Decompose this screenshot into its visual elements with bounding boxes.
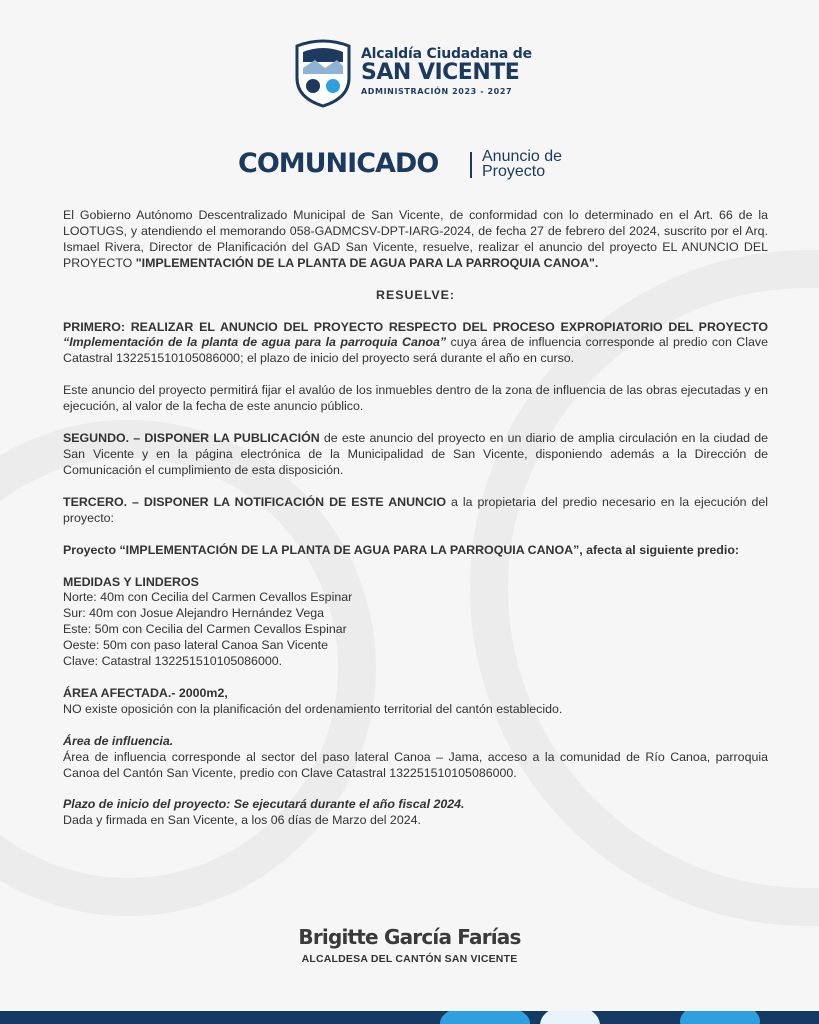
plazo-heading: Plazo de inicio del proyecto: Se ejecutará durante el año fiscal 2024. <box>63 797 465 812</box>
footer-band <box>0 1011 819 1024</box>
clave-catastral: Clave: Catastral 132251510105086000. <box>63 654 283 669</box>
influencia-heading: Área de influencia. <box>63 733 174 748</box>
proyecto-paragraph: Proyecto “IMPLEMENTACIÓN DE LA PLANTA DE AGUA PARA LA PARROQUIA CANOA”, afecta al siguiente predio: <box>63 542 740 557</box>
footer-wave <box>540 1011 600 1024</box>
subtitle-line1: Anuncio de <box>482 148 563 165</box>
avaluo-paragraph: Este anuncio del proyecto permitirá fijar el avalúo de los inmuebles dentro de la zona de influencia de las obras ejecutadas y en ejecución, al valor de la fecha de este anuncio público. <box>63 383 768 414</box>
segundo-paragraph: SEGUNDO. – DISPONER LA PUBLICACIÓN de este anuncio del proyecto en un diario de amplia circulación en la ciudad de San Vicente y en la página electrónica de la Municipalidad de San Vicente, disponiendo además a la Dirección de Comunicación el cumplimiento de esta disposición. <box>63 431 768 477</box>
org-administration: ADMINISTRACIÓN 2023 - 2027 <box>361 87 513 96</box>
signature-block <box>0 925 819 965</box>
title-divider <box>470 152 472 178</box>
page-subtitle <box>482 149 562 179</box>
municipal-logo <box>293 38 533 110</box>
footer-wave <box>440 1011 530 1024</box>
dada-firmada: Dada y firmada en San Vicente, a los 06 días de Marzo del 2024. <box>63 813 421 828</box>
area-text: NO existe oposición con la planificación del ordenamiento territorial del cantón establecido. <box>63 701 563 716</box>
lindero-oeste: Oeste: 50m con paso lateral Canoa San Vicente <box>63 638 328 653</box>
lindero-este: Este: 50m con Cecilia del Carmen Cevallos Espinar <box>63 622 347 637</box>
tercero-paragraph: TERCERO. – DISPONER LA NOTIFICACIÓN DE ESTE ANUNCIO a la propietaria del predio necesario en la ejecución del proyecto: <box>63 494 769 525</box>
influencia-text: Área de influencia corresponde al sector del paso lateral Canoa – Jama, acceso a la comunidad de Río Canoa, parroquia Canoa del Cantón San Vicente, predio con Clave Catastral 132251510105086000. <box>63 749 768 780</box>
intro-paragraph: El Gobierno Autónomo Descentralizado Municipal de San Vicente, de conformidad con lo determinado en el Art. 66 de la LOOTUGS, y atendiendo el memorando 058-GADMCSV-DPT-IARG-2024, de fecha 27 de febrero del 2024, suscrito por el Arq. Ismael Rivera, Director de Planificación del GAD San Vicente, resuelve, realizar el anuncio del proyecto EL ANUNCIO DEL PROYECTO "IMPLEMENTACIÓN DE LA PLANTA DE AGUA PARA LA PARROQUIA CANOA". <box>63 208 768 270</box>
org-name-line2: SAN VICENTE <box>361 60 520 85</box>
footer-wave <box>680 1011 760 1024</box>
coat-of-arms-icon <box>293 38 353 108</box>
document-body <box>63 208 768 829</box>
area-heading: ÁREA AFECTADA.- 2000m2, <box>63 685 228 700</box>
lindero-sur: Sur: 40m con Josue Alejandro Hernández Vega <box>63 606 325 621</box>
signatory-name: Brigitte García Farías <box>298 925 521 949</box>
resuelve-heading: RESUELVE: <box>376 287 455 302</box>
medidas-heading: MEDIDAS Y LINDEROS <box>63 574 199 589</box>
subtitle-line2: Proyecto <box>482 163 546 180</box>
page-title: COMUNICADO <box>238 148 439 179</box>
signatory-role: ALCALDESA DEL CANTÓN SAN VICENTE <box>301 953 518 965</box>
org-name-line1: Alcaldía Ciudadana de <box>361 46 532 62</box>
lindero-norte: Norte: 40m con Cecilia del Carmen Cevallos Espinar <box>63 590 353 605</box>
primero-paragraph: PRIMERO: REALIZAR EL ANUNCIO DEL PROYECTO RESPECTO DEL PROCESO EXPROPIATORIO DEL PROYECTO “Implementación de la planta de agua para la parroquia Canoa” cuya área de influencia corresponde al predio con Clave Catastral 132251510105086000; el plazo de inicio del proyecto será durante el año en curso. <box>63 319 768 366</box>
